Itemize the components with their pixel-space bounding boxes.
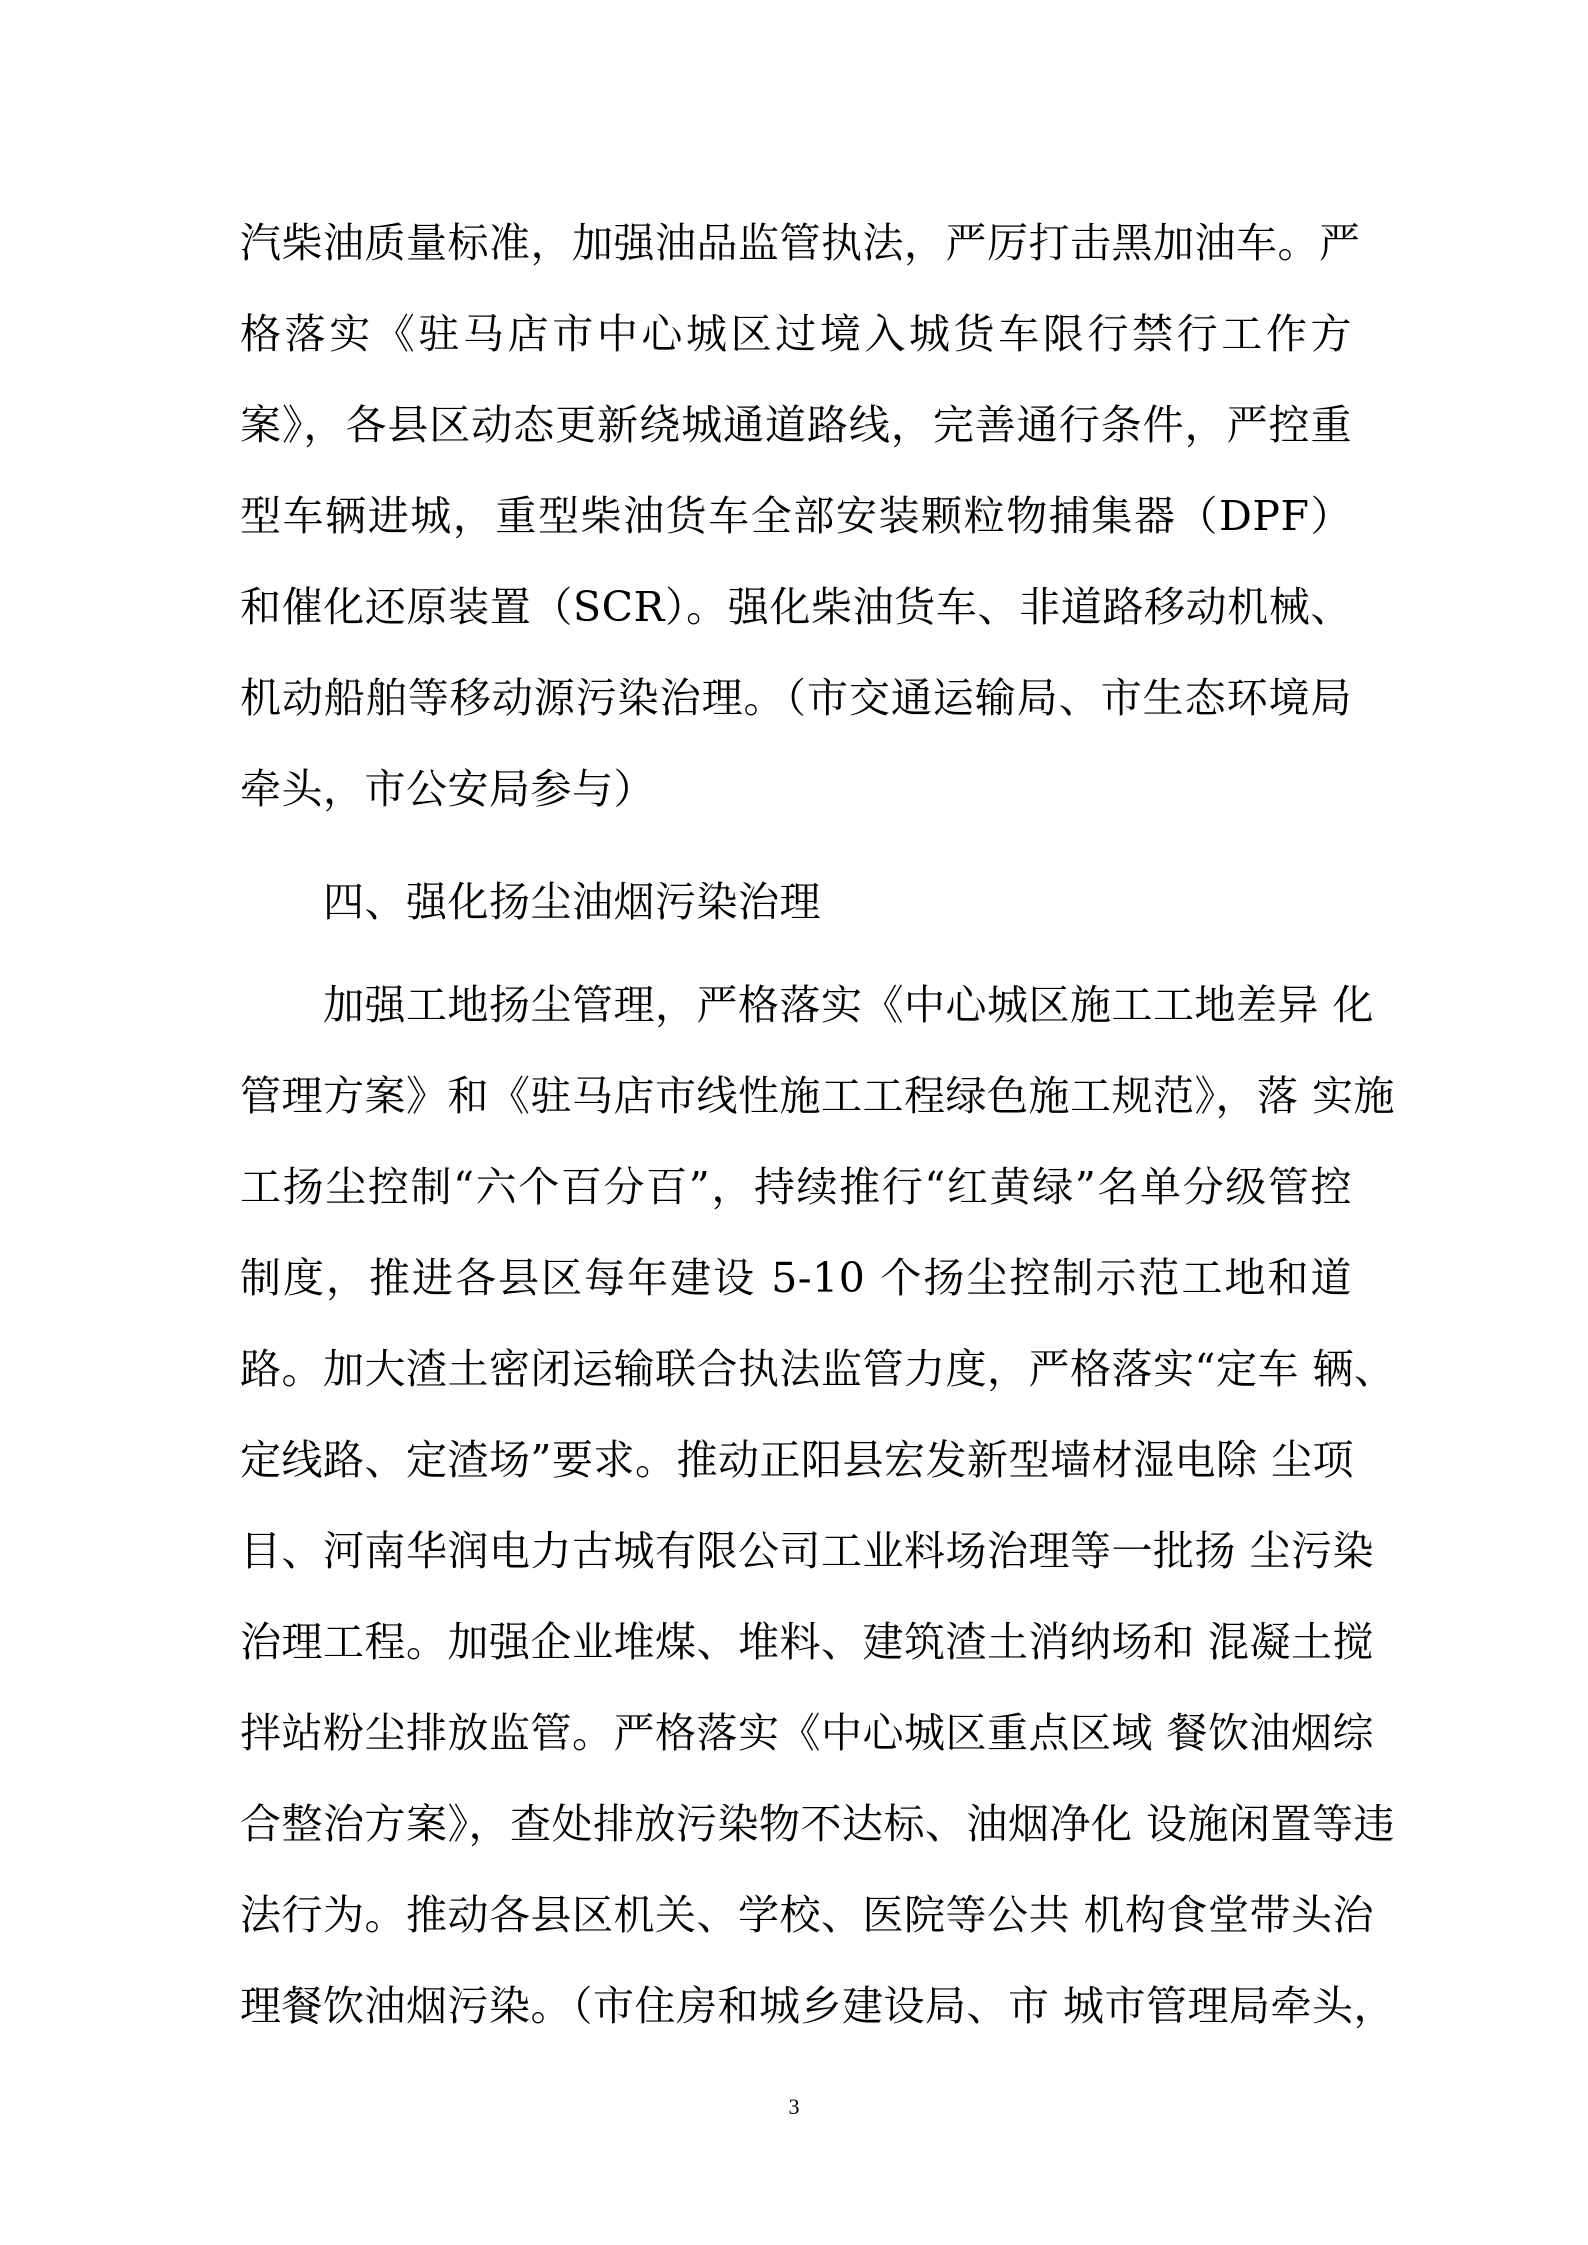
text-line: 汽柴油质量标准，加强油品监管执法，严厉打击黑加油车。严 (240, 219, 1361, 267)
text-line: 制度，推进各县区每年建设 5-10 个扬尘控制示范工地和道 (240, 1254, 1352, 1302)
text-line: 路。加大渣土密闭运输联合执法监管力度，严格落实“定车 辆、 (240, 1345, 1396, 1393)
text-line: 牵头，市公安局参与） (240, 765, 655, 813)
text-line: 治理工程。加强企业堆煤、堆料、建筑渣土消纳场和 混凝土搅 (240, 1618, 1375, 1666)
page-number: 3 (788, 2094, 800, 2119)
text-line: 理餐饮油烟污染。（市住房和城乡建设局、市 城市管理局牵头， (240, 1982, 1396, 2030)
text-line: 工扬尘控制“六个百分百”，持续推行“红黄绿”名单分级管控 (240, 1163, 1352, 1211)
text-line: 法行为。推动各县区机关、学校、医院等公共 机构食堂带头治 (240, 1891, 1375, 1939)
text-line: 和催化还原装置（SCR）。强化柴油货车、非道路移动机械、 (240, 583, 1352, 631)
section-heading: 四、强化扬尘油烟污染治理 (323, 878, 821, 926)
text-line: 加强工地扬尘管理，严格落实《中心城区施工工地差异 化 (323, 981, 1375, 1029)
text-line: 型车辆进城，重型柴油货车全部安装颗粒物捕集器（DPF） (240, 492, 1352, 540)
text-line: 定线路、定渣场”要求。推动正阳县宏发新型墙材湿电除 尘项 (240, 1436, 1354, 1484)
text-line: 机动船舶等移动源污染治理。（市交通运输局、市生态环境局 (240, 674, 1352, 722)
text-line: 管理方案》和《驻马店市线性施工工程绿色施工规范》，落 实施 (240, 1072, 1396, 1120)
text-line: 目、河南华润电力古城有限公司工业料场治理等一批扬 尘污染 (240, 1527, 1375, 1575)
text-line: 格落实《驻马店市中心城区过境入城货车限行禁行工作方 (240, 310, 1352, 358)
text-line: 拌站粉尘排放监管。严格落实《中心城区重点区域 餐饮油烟综 (240, 1709, 1375, 1757)
text-line: 合整治方案》，查处排放污染物不达标、油烟净化 设施闲置等违 (240, 1800, 1396, 1848)
text-line: 案》，各县区动态更新绕城通道路线，完善通行条件，严控重 (240, 401, 1352, 449)
